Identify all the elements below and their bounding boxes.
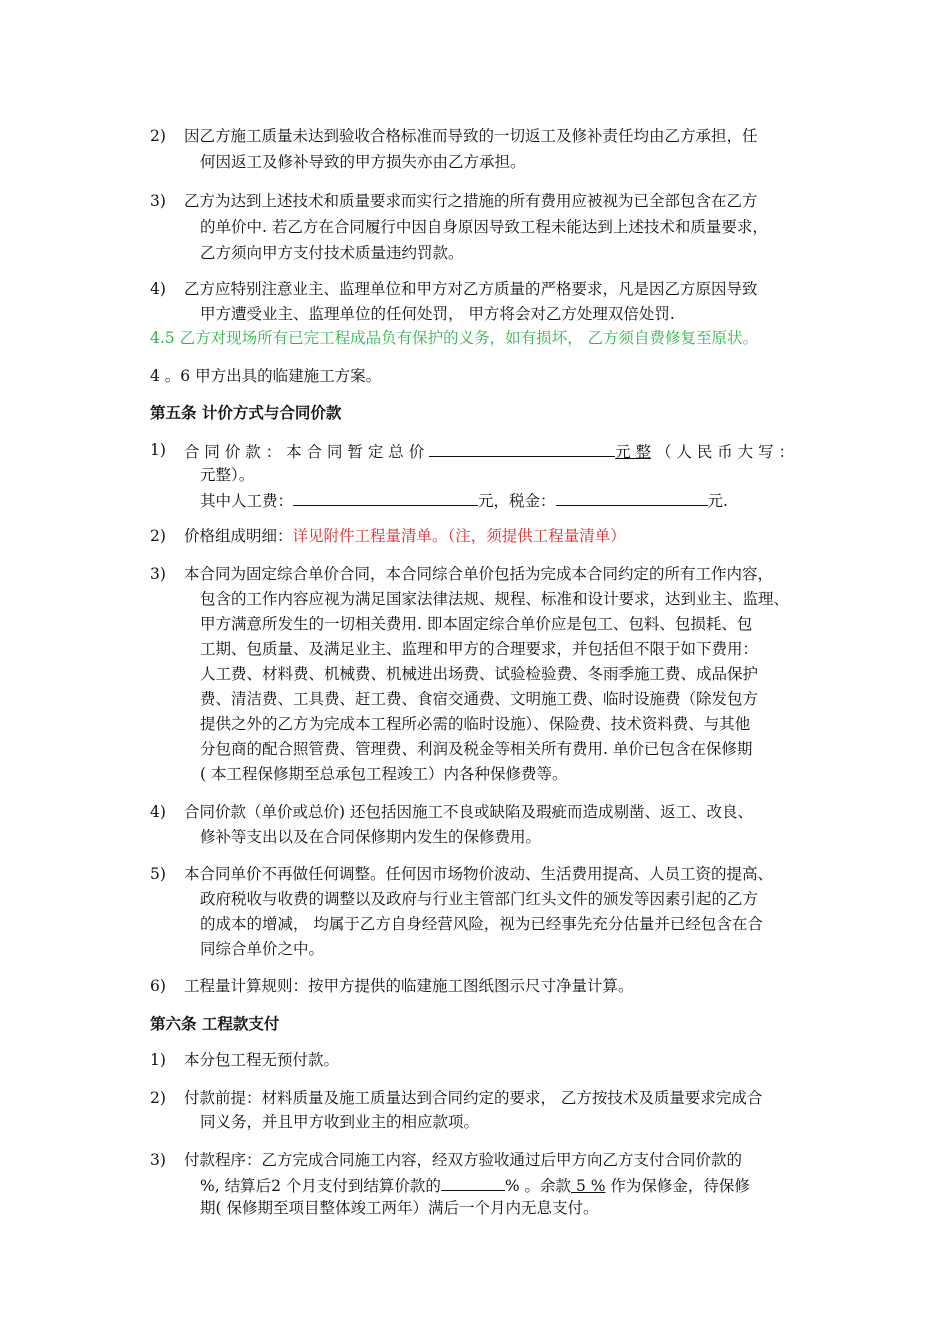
balance-label: % 。余款 (504, 1177, 572, 1195)
paragraph-line: 分包商的配合照管费、管理费、利润及税金等相关所有费用. 单价已包含在保修期 (200, 740, 753, 758)
paragraph-line: ( 本工程保修期至总承包工程竣工）内各种保修费等。 (200, 765, 568, 783)
paragraph-line: 甲方满意所发生的一切相关费用. 即本固定综合单价应是包工、包料、包损耗、包 (200, 615, 753, 633)
labor-tax-line (200, 488, 728, 512)
paragraph-line: 的单价中. 若乙方在合同履行中因自身原因导致工程未能达到上述技术和质量要求， (200, 218, 768, 236)
item-number: 2) (150, 127, 166, 145)
paragraph-line: 乙方须向甲方支付技术质量违约罚款。 (200, 244, 464, 262)
price-breakdown-note: 详见附件工程量清单。（注，须提供工程量清单） (292, 527, 626, 545)
paragraph-line: 费、清洁费、工具费、赶工费、食宿交通费、文明施工费、临时设施费（除发包方 (200, 690, 759, 708)
paragraph-line: 付款前提：材料质量及施工质量达到合同约定的要求， 乙方按技术及质量要求完成合 (184, 1089, 763, 1107)
paragraph-line: 乙方为达到上述技术和质量要求而实行之措施的所有费用应被视为已全部包含在乙方 (184, 192, 758, 210)
yuan-end-label: 元. (707, 492, 728, 510)
paragraph-line: 同综合单价之中。 (200, 940, 325, 958)
tax-blank (556, 488, 708, 506)
paragraph-line: 付款程序：乙方完成合同施工内容，经双方验收通过后甲方向乙方支付合同价款的 (184, 1151, 743, 1169)
paragraph-line: 元整）。 (200, 466, 255, 484)
labor-fee-blank (293, 488, 478, 506)
article-6-heading: 第六条 工程款支付 (150, 1014, 280, 1033)
payment-percent-line (200, 1173, 750, 1197)
total-price-blank (429, 439, 615, 457)
paragraph-line: 修补等支出以及在合同保修期内发生的保修费用。 (200, 828, 542, 846)
item-number: 1) (150, 1051, 166, 1069)
contract-price-line (184, 439, 794, 463)
paragraph-line: 工期、包质量、及满足业主、监理和甲方的合理要求，并包括但不限于如下费用： (200, 640, 759, 658)
item-number: 2) (150, 527, 166, 545)
paragraph-line: 期( 保修期至项目整体竣工两年）满后一个月内无息支付。 (200, 1199, 599, 1217)
price-breakdown-label: 价格组成明细： (184, 527, 293, 545)
settlement-percent-blank (441, 1173, 505, 1191)
item-number: 4) (150, 280, 166, 298)
item-number: 2) (150, 1089, 166, 1107)
paragraph-line: 乙方应特别注意业主、监理单位和甲方对乙方质量的严格要求，凡是因乙方原因导致 (184, 280, 758, 298)
rmb-label: （ 人 民 币 大 写 ： (656, 443, 795, 461)
retention-label: 作为保修金，待保修 (605, 1177, 750, 1195)
payment-percent-text: %, 结算后2 个月支付到结算价款的 (200, 1177, 441, 1195)
labor-label: 其中人工费： (200, 492, 294, 510)
retention-percent: 5 % (571, 1177, 606, 1195)
clause-4-5: 4.5 乙方对现场所有已完工程成品负有保护的义务，如有损坏， 乙方须自费修复至原状。 (150, 329, 759, 347)
paragraph-line: 提供之外的乙方为完成本工程所必需的临时设施）、保险费、技术资料费、与其他 (200, 715, 751, 733)
contract-price-label: 合 同 价 款 ： 本 合 同 暂 定 总 价 (184, 443, 425, 461)
paragraph-line: 本合同为固定综合单价合同，本合同综合单价包括为完成本合同约定的所有工作内容， (184, 565, 774, 583)
paragraph-line: 工程量计算规则：按甲方提供的临建施工图纸图示尺寸净量计算。 (184, 977, 634, 995)
yuan-label: 元 整 (615, 443, 652, 461)
price-breakdown-line (184, 525, 626, 547)
paragraph-line: 因乙方施工质量未达到验收合格标准而导致的一切返工及修补责任均由乙方承担，任 (184, 127, 758, 145)
item-number: 3) (150, 565, 166, 583)
paragraph-line: 本合同单价不再做任何调整。任何因市场物价波动、生活费用提高、人员工资的提高、 (184, 865, 774, 883)
item-number: 5) (150, 865, 166, 883)
item-number: 3) (150, 1151, 166, 1169)
item-number: 1) (150, 441, 166, 459)
paragraph-line: 同义务，并且甲方收到业主的相应款项。 (200, 1113, 480, 1131)
paragraph-line: 的成本的增减， 均属于乙方自身经营风险，视为已经事先充分估量并已经包含在合 (200, 915, 763, 933)
paragraph-line: 本分包工程无预付款。 (184, 1051, 340, 1069)
item-number: 3) (150, 192, 166, 210)
paragraph-line: 人工费、材料费、机械费、机械进出场费、试验检验费、冬雨季施工费、成品保护 (200, 665, 759, 683)
item-number: 4) (150, 803, 166, 821)
clause-4-6: 4 。6 甲方出具的临建施工方案。 (150, 367, 382, 385)
paragraph-line: 合同价款（单价或总价) 还包括因施工不良或缺陷及瑕疵而造成剔凿、返工、改良、 (184, 803, 753, 821)
article-5-heading: 第五条 计价方式与合同价款 (150, 403, 342, 422)
tax-label: 元，税金： (478, 492, 556, 510)
paragraph-line: 何因返工及修补导致的甲方损失亦由乙方承担。 (200, 153, 526, 171)
paragraph-line: 包含的工作内容应视为满足国家法律法规、规程、标准和设计要求，达到业主、监理、 (200, 590, 790, 608)
paragraph-line: 政府税收与收费的调整以及政府与行业主管部门红头文件的颁发等因素引起的乙方 (200, 890, 759, 908)
paragraph-line: 甲方遭受业主、监理单位的任何处罚， 甲方将会对乙方处理双倍处罚. (200, 305, 675, 323)
item-number: 6) (150, 977, 166, 995)
